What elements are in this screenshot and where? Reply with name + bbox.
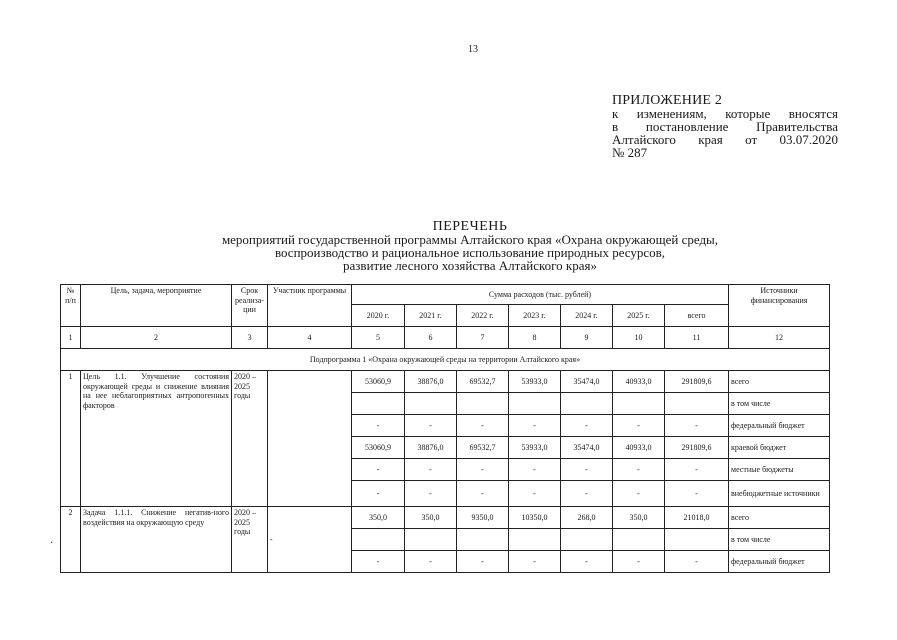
amount-cell: 38876,0 xyxy=(405,371,457,393)
amount-cell: - xyxy=(457,415,509,437)
amount-cell: - xyxy=(613,415,665,437)
heading-line: развитие лесного хозяйства Алтайского края» xyxy=(343,258,597,273)
subprogram-title: Подпрограмма 1 «Охрана окружающей среды на территории Алтайского края» xyxy=(61,349,830,371)
appendix-line: Алтайского края от 03.07.2020 xyxy=(612,132,838,147)
amount-cell xyxy=(352,393,405,415)
amount-cell: - xyxy=(352,459,405,481)
amount-cell: - xyxy=(561,459,613,481)
column-number: 4 xyxy=(268,327,352,349)
header-year: 2022 г. xyxy=(457,305,509,327)
column-number: 8 xyxy=(509,327,561,349)
subprogram-row xyxy=(61,349,830,371)
appendix-line: в постановление Правительства xyxy=(612,119,838,134)
amount-cell: - xyxy=(509,551,561,573)
header-row xyxy=(61,285,830,305)
amount-cell xyxy=(509,529,561,551)
amount-cell: - xyxy=(665,551,729,573)
header-year: 2020 г. xyxy=(352,305,405,327)
funding-source: внебюджетные источники xyxy=(729,481,830,507)
amount-cell: 268,0 xyxy=(561,507,613,529)
item-number: 1 xyxy=(61,371,81,507)
amount-cell: - xyxy=(457,481,509,507)
amount-cell: - xyxy=(665,459,729,481)
document-heading xyxy=(150,220,790,272)
appendix-line: № 287 xyxy=(612,145,648,160)
amount-cell: 38876,0 xyxy=(405,437,457,459)
funding-source: в том числе xyxy=(729,529,830,551)
amount-cell: 53060,9 xyxy=(352,437,405,459)
amount-cell: - xyxy=(561,551,613,573)
appendix-title: ПРИЛОЖЕНИЕ 2 xyxy=(612,93,723,108)
amount-cell: 350,0 xyxy=(405,507,457,529)
amount-cell xyxy=(352,529,405,551)
heading-line: мероприятий государственной программы Алтайского края «Охрана окружающей среды, xyxy=(221,232,719,247)
amount-cell xyxy=(561,393,613,415)
amount-cell: - xyxy=(352,551,405,573)
amount-cell: - xyxy=(509,481,561,507)
heading-line: воспроизводство и рациональное использование природных ресурсов, xyxy=(274,245,666,260)
amount-cell: 21018,0 xyxy=(665,507,729,529)
amount-cell xyxy=(405,529,457,551)
amount-cell xyxy=(665,529,729,551)
amount-cell: - xyxy=(509,415,561,437)
amount-cell: - xyxy=(561,415,613,437)
amount-cell: - xyxy=(352,415,405,437)
amount-cell: - xyxy=(665,415,729,437)
header-participants: Участник программы xyxy=(268,285,352,327)
amount-cell: 53933,0 xyxy=(509,371,561,393)
funding-source: всего xyxy=(729,507,830,529)
amount-cell: 10350,0 xyxy=(509,507,561,529)
amount-cell xyxy=(405,393,457,415)
header-num: № п/п xyxy=(61,285,81,327)
amount-cell: 69532,7 xyxy=(457,437,509,459)
amount-cell xyxy=(613,529,665,551)
header-goal: Цель, задача, мероприятие xyxy=(81,285,232,327)
item-participant xyxy=(268,371,352,507)
amount-cell: 53060,9 xyxy=(352,371,405,393)
appendix-line: к изменениям, которые вносятся xyxy=(612,106,838,121)
amount-cell: 53933,0 xyxy=(509,437,561,459)
header-total: всего xyxy=(665,305,729,327)
amount-cell: 40933,0 xyxy=(613,437,665,459)
amount-cell xyxy=(665,393,729,415)
column-number: 9 xyxy=(561,327,613,349)
amount-cell: - xyxy=(405,481,457,507)
item-term: 2020 – 2025 годы xyxy=(232,371,268,507)
item-description: Цель 1.1. Улучшение состояния окружающей среды и снижение влияния на нее неблагоприятных антропогенных факторов xyxy=(81,371,232,507)
amount-cell: - xyxy=(613,481,665,507)
table-body xyxy=(61,285,830,573)
item-term: 2020 – 2025 годы xyxy=(232,507,268,573)
column-number: 1 xyxy=(61,327,81,349)
funding-source: федеральный бюджет xyxy=(729,415,830,437)
funding-source: краевой бюджет xyxy=(729,437,830,459)
measures-table xyxy=(60,284,830,573)
funding-source: федеральный бюджет xyxy=(729,551,830,573)
column-number: 3 xyxy=(232,327,268,349)
amount-cell: 350,0 xyxy=(613,507,665,529)
amount-cell: - xyxy=(457,459,509,481)
amount-cell xyxy=(613,393,665,415)
appendix-block xyxy=(612,94,838,159)
amount-cell: - xyxy=(613,459,665,481)
amount-cell: - xyxy=(613,551,665,573)
header-sources: Источники финансирования xyxy=(729,285,830,327)
amount-cell: 69532,7 xyxy=(457,371,509,393)
column-number: 10 xyxy=(613,327,665,349)
amount-cell: 35474,0 xyxy=(561,371,613,393)
header-term: Срок реализа-ции xyxy=(232,285,268,327)
item-number: 2 xyxy=(61,507,81,573)
table-row xyxy=(61,507,830,529)
amount-cell xyxy=(457,393,509,415)
margin-mark: · xyxy=(50,538,54,549)
header-year: 2021 г. xyxy=(405,305,457,327)
item-participant: - xyxy=(268,507,352,573)
heading-title: ПЕРЕЧЕНЬ xyxy=(432,219,508,234)
page-number: 13 xyxy=(468,44,478,55)
column-numbers-row xyxy=(61,327,830,349)
amount-cell: 291809,6 xyxy=(665,371,729,393)
header-year: 2023 г. xyxy=(509,305,561,327)
column-number: 12 xyxy=(729,327,830,349)
amount-cell xyxy=(457,529,509,551)
header-year: 2024 г. xyxy=(561,305,613,327)
amount-cell: 9350,0 xyxy=(457,507,509,529)
amount-cell: 350,0 xyxy=(352,507,405,529)
funding-source: всего xyxy=(729,371,830,393)
funding-source: в том числе xyxy=(729,393,830,415)
column-number: 7 xyxy=(457,327,509,349)
column-number: 11 xyxy=(665,327,729,349)
column-number: 6 xyxy=(405,327,457,349)
amount-cell: 291809,6 xyxy=(665,437,729,459)
column-number: 2 xyxy=(81,327,232,349)
item-description: Задача 1.1.1. Снижение негатив-ного воздействия на окружающую среду xyxy=(81,507,232,573)
header-year: 2025 г. xyxy=(613,305,665,327)
header-sum: Сумма расходов (тыс. рублей) xyxy=(352,285,729,305)
amount-cell xyxy=(509,393,561,415)
funding-source: местные бюджеты xyxy=(729,459,830,481)
amount-cell: - xyxy=(405,415,457,437)
amount-cell: - xyxy=(561,481,613,507)
amount-cell: 35474,0 xyxy=(561,437,613,459)
amount-cell: - xyxy=(405,551,457,573)
amount-cell xyxy=(561,529,613,551)
amount-cell: - xyxy=(457,551,509,573)
amount-cell: - xyxy=(405,459,457,481)
column-number: 5 xyxy=(352,327,405,349)
table-row xyxy=(61,371,830,393)
amount-cell: - xyxy=(665,481,729,507)
amount-cell: - xyxy=(509,459,561,481)
amount-cell: 40933,0 xyxy=(613,371,665,393)
amount-cell: - xyxy=(352,481,405,507)
